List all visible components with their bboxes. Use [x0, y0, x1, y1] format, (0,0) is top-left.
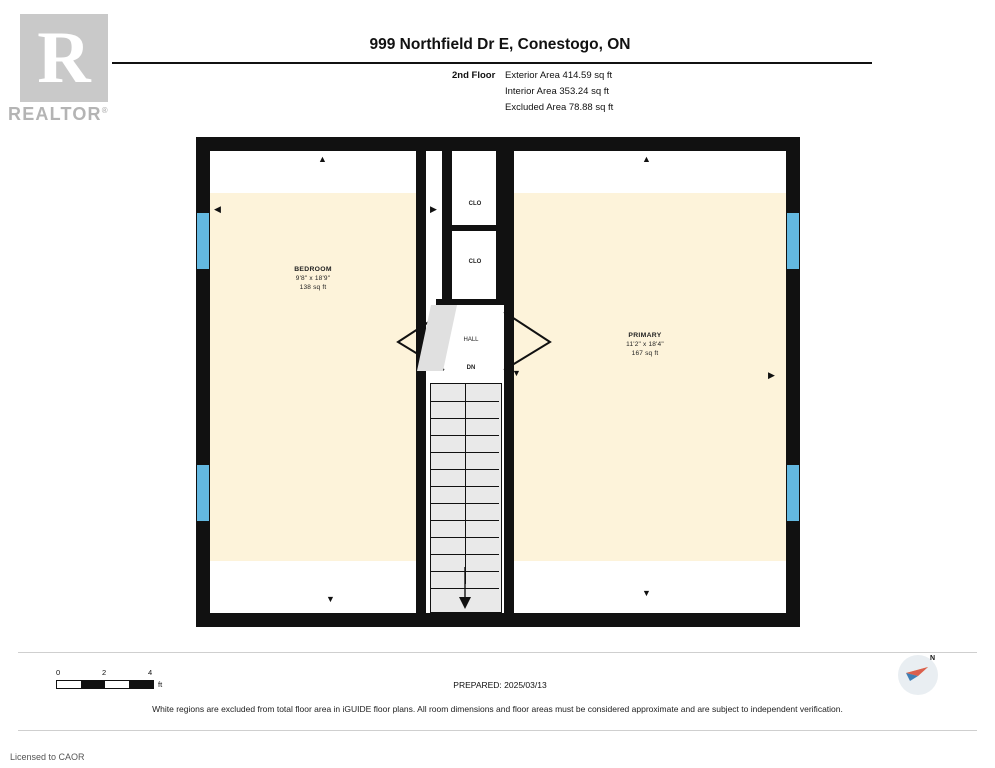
wall-bottom	[196, 613, 800, 627]
scale-tick-0: 0	[56, 668, 61, 677]
bedroom-label	[258, 265, 368, 292]
arrow-left-bedroom: ◀	[214, 204, 221, 214]
door-jamb-primary	[506, 383, 514, 407]
excluded-region-left-bottom	[210, 561, 416, 613]
closet-label-lower: CLO	[468, 259, 482, 265]
exterior-area: Exterior Area 414.59 sq ft	[505, 70, 613, 81]
realtor-r-icon: R	[37, 17, 91, 99]
hall-label: HALL	[463, 337, 479, 343]
wall-top	[196, 137, 800, 151]
door-arc-right	[500, 312, 556, 374]
scale-tick-1: 2	[102, 668, 107, 677]
scale-ticks	[46, 668, 166, 678]
arrow-right-primary: ▶	[768, 370, 775, 380]
scale-bar-seg	[81, 681, 105, 688]
arrow-down-primary: ▼	[642, 588, 651, 598]
realtor-wordmark	[8, 104, 126, 125]
wall-closet-divider	[442, 225, 506, 231]
arrow-up-bedroom: ▲	[318, 154, 327, 164]
wall-right	[786, 137, 800, 627]
bedroom-fill	[210, 193, 416, 561]
floor-plan	[196, 137, 800, 627]
page-title: 999 Northfield Dr E, Conestogo, ON	[369, 36, 631, 53]
excluded-region-right-bottom	[514, 561, 786, 613]
window-left-lower	[197, 465, 209, 521]
window-right-lower	[787, 465, 799, 521]
primary-label	[590, 331, 700, 358]
scale-bar-graphic	[56, 680, 154, 689]
scale-bar-seg	[129, 681, 153, 688]
stair-direction-label: DN	[466, 365, 476, 371]
primary-dimensions: 11'2" x 18'4"	[626, 341, 664, 348]
floor-label: 2nd Floor	[452, 70, 496, 81]
registered-mark: ®	[101, 106, 109, 115]
disclaimer-text: White regions are excluded from total floor area in iGUIDE floor plans. All room dimensions and floor areas must be considered approximate and are subject to independent verification.	[152, 704, 843, 714]
primary-fill	[514, 193, 786, 561]
license-text: Licensed to CAOR	[10, 752, 85, 762]
prepared-date: PREPARED: 2025/03/13	[453, 680, 547, 690]
window-right-upper	[787, 213, 799, 269]
arrow-right-hall: ▶	[430, 204, 437, 214]
bedroom-area: 138 sq ft	[299, 284, 327, 291]
realtor-wordmark-text: REALTOR	[8, 104, 102, 124]
footer-divider-bottom	[18, 730, 977, 731]
scale-bar	[46, 668, 176, 694]
stair-down-arrow-icon	[454, 567, 476, 611]
arrow-up-primary: ▲	[642, 154, 651, 164]
arrow-down-bedroom: ▼	[326, 594, 335, 604]
wall-left	[196, 137, 210, 627]
floor-info	[452, 68, 782, 116]
compass	[898, 655, 942, 699]
closet-label-upper: CLO	[468, 201, 482, 207]
stair-rail	[465, 384, 466, 584]
compass-needle-icon	[904, 663, 932, 687]
wall-core-left	[416, 151, 426, 613]
title-rule	[112, 62, 872, 64]
excluded-area: Excluded Area 78.88 sq ft	[505, 102, 614, 113]
bedroom-dimensions: 9'8" x 18'9"	[295, 275, 331, 282]
primary-area: 167 sq ft	[631, 350, 659, 357]
primary-name: PRIMARY	[628, 332, 662, 339]
compass-north-label: N	[930, 655, 936, 662]
footer-divider-top	[18, 652, 977, 653]
bedroom-name: BEDROOM	[294, 266, 332, 273]
window-left-upper	[197, 213, 209, 269]
interior-area: Interior Area 353.24 sq ft	[505, 86, 610, 97]
arrow-down-hall: ▼	[512, 368, 521, 378]
excluded-region-left-top	[210, 151, 416, 193]
scale-tick-2: 4	[148, 668, 153, 677]
scale-unit: ft	[158, 680, 163, 689]
realtor-logo	[8, 10, 128, 135]
